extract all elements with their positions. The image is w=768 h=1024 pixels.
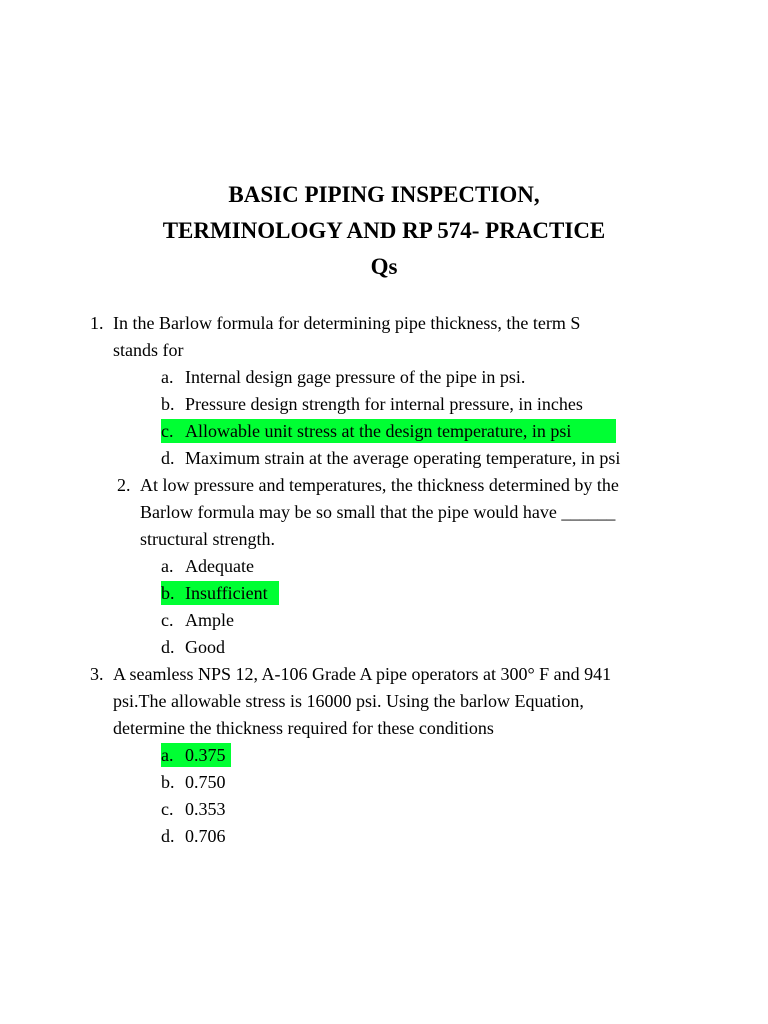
option-letter: a. <box>161 367 174 387</box>
question-1-option-a <box>161 365 526 389</box>
option-letter: a. <box>161 745 174 765</box>
question-3-option-c <box>161 797 226 821</box>
option-text: Ample <box>185 610 234 630</box>
question-3-number: 3. <box>90 664 104 684</box>
question-2-option-b-correct <box>161 581 279 605</box>
option-text: Maximum strain at the average operating temperature, in psi <box>185 448 621 468</box>
question-2-option-a <box>161 554 254 578</box>
page-title-line-1: BASIC PIPING INSPECTION, <box>228 182 540 207</box>
option-text: Allowable unit stress at the design temperature, in psi <box>185 421 572 441</box>
option-letter: d. <box>161 448 175 468</box>
question-2-text-line-2: Barlow formula may be so small that the pipe would have ______ <box>140 502 616 522</box>
option-text: 0.353 <box>185 799 226 819</box>
question-2-text-line-1: At low pressure and temperatures, the thickness determined by the <box>140 475 619 495</box>
option-letter: d. <box>161 637 175 657</box>
page-title-line-3: Qs <box>370 254 398 279</box>
question-2-number: 2. <box>117 475 131 495</box>
question-3-text-line-1: A seamless NPS 12, A-106 Grade A pipe operators at 300° F and 941 <box>113 664 612 684</box>
option-letter: c. <box>161 421 174 441</box>
option-letter: d. <box>161 826 175 846</box>
option-text: Good <box>185 637 225 657</box>
option-text: 0.750 <box>185 772 226 792</box>
question-1-number: 1. <box>90 313 104 333</box>
option-letter: c. <box>161 610 174 630</box>
question-3-option-b <box>161 770 226 794</box>
question-1-option-c-correct <box>161 419 616 443</box>
option-text: Pressure design strength for internal pressure, in inches <box>185 394 583 414</box>
question-3-text-line-2: psi.The allowable stress is 16000 psi. Using the barlow Equation, <box>113 691 584 711</box>
question-1-option-b <box>161 392 583 416</box>
option-text: Insufficient <box>185 583 268 603</box>
question-3-option-a-correct <box>161 743 231 767</box>
option-text: Internal design gage pressure of the pipe in psi. <box>185 367 526 387</box>
question-2-text-line-3: structural strength. <box>140 529 275 549</box>
page-title-line-2: TERMINOLOGY AND RP 574- PRACTICE <box>162 218 606 243</box>
question-1-text-line-2: stands for <box>113 340 184 360</box>
option-letter: c. <box>161 799 174 819</box>
question-3-text-line-3: determine the thickness required for these conditions <box>113 718 494 738</box>
option-letter: a. <box>161 556 174 576</box>
question-3-option-d <box>161 824 226 848</box>
question-2-option-c <box>161 608 234 632</box>
question-1-text-line-1: In the Barlow formula for determining pipe thickness, the term S <box>113 313 581 333</box>
option-text: 0.706 <box>185 826 226 846</box>
option-letter: b. <box>161 394 175 414</box>
option-letter: b. <box>161 772 175 792</box>
option-text: 0.375 <box>185 745 226 765</box>
option-text: Adequate <box>185 556 254 576</box>
question-2-option-d <box>161 635 225 659</box>
option-letter: b. <box>161 583 175 603</box>
question-1-option-d <box>161 446 621 470</box>
